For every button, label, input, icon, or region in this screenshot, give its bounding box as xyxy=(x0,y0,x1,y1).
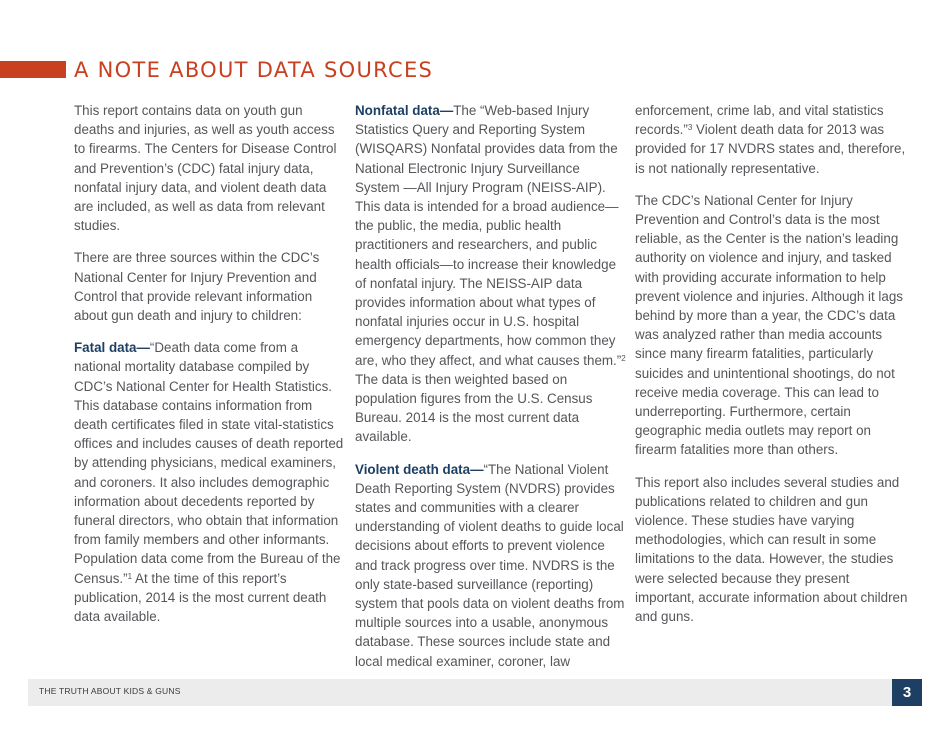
text-column-1 xyxy=(74,101,346,639)
title-accent-bar xyxy=(0,61,66,78)
violent-death-lead: Violent death data— xyxy=(355,461,484,477)
fatal-data-lead: Fatal data— xyxy=(74,340,150,356)
text-column-2 xyxy=(355,101,627,684)
text-column-3 xyxy=(635,101,910,639)
nonfatal-data-lead: Nonfatal data— xyxy=(355,103,454,118)
footnote-ref-3: 3 xyxy=(687,123,693,133)
page-number: 3 xyxy=(892,679,922,706)
sources-paragraph: There are three sources within the CDC’s National Center for Injury Prevention and Control that provide relevant information about gun death and injury to children: xyxy=(74,250,320,324)
violent-death-continued-body: enforcement, crime lab, and vital statistics records.” xyxy=(635,103,884,138)
fatal-data-body: “Death data come from a national mortality database compiled by CDC’s National Center for Health Statistics. This database contains information from death certificates filed in state vital-statistics offices and includes causes of death reported by attending physicians, medical examiners, and coroners. It also includes demographic information about decedents reported by funeral directors, who obtain that information from family members and other informants. Population data come from the Bureau of the Census.” xyxy=(74,340,344,586)
nonfatal-data-tail: The data is then weighted based on population figures from the U.S. Census Bureau. 2014 is the most current data available. xyxy=(355,371,593,445)
nonfatal-data-body: The “Web-based Injury Statistics Query and Reporting System (WISQARS) Nonfatal provides data from the National Electronic Injury Surveillance System —All Injury Program (NEISS-AIP). This data is intended for a broad audience—the public, the media, public health practitioners and researchers, and public health officials—to increase their knowledge of nonfatal injury. The NEISS-AIP data provides information about what types of nonfatal injuries occur in U.S. hospital emergency departments, how common they are, who they affect, and what causes them.” xyxy=(355,103,622,368)
page-title: A NOTE ABOUT DATA SOURCES xyxy=(74,58,434,82)
violent-death-paragraph xyxy=(355,460,627,671)
fatal-data-tail: At the time of this report’s publication, 2014 is the most current death data available. xyxy=(74,570,327,625)
violent-death-continued xyxy=(635,101,910,178)
footer-label: THE TRUTH ABOUT KIDS & GUNS xyxy=(39,686,181,696)
footnote-ref-1: 1 xyxy=(127,571,133,581)
studies-paragraph: This report also includes several studies and publications related to children and gun violence. These studies have varying methodologies, which can result in some limitations to the data. However, the studies were selected because they present important, accurate information about children and guns. xyxy=(635,474,908,625)
fatal-data-paragraph xyxy=(74,338,346,626)
intro-paragraph: This report contains data on youth gun deaths and injuries, as well as youth access to firearms. The Centers for Disease Control and Prevention’s (CDC) fatal injury data, nonfatal injury data, and violent death data are included, as well as data from relevant studies. xyxy=(74,103,337,234)
footnote-ref-2: 2 xyxy=(621,353,626,363)
nonfatal-data-paragraph xyxy=(355,101,627,447)
cdc-reliability-paragraph: The CDC’s National Center for Injury Prevention and Control’s data is the most reliable, as the Center is the nation’s leading authority on violence and injury, and tasked with providing accurate information to help prevent violence and injuries. Although it lags behind by more than a year, the CDC’s data was analyzed rather than media accounts since many firearm fatalities, particularly suicides and unintentional shootings, do not receive media coverage. This can lead to underreporting. Furthermore, certain geographic media outlets may report on firearm fatalities more than others. xyxy=(635,192,903,458)
violent-death-continued-tail: Violent death data for 2013 was provided for 17 NVDRS states and, therefore, is not nationally representative. xyxy=(635,122,906,176)
violent-death-body: “The National Violent Death Reporting System (NVDRS) provides states and communities with a clearer understanding of violent deaths to guide local decisions about efforts to prevent violence and track progress over time. NVDRS is the only state-based surveillance (reporting) system that pools data on violent deaths from multiple sources into a usable, anonymous database. These sources include state and local medical examiner, coroner, law xyxy=(355,461,625,669)
